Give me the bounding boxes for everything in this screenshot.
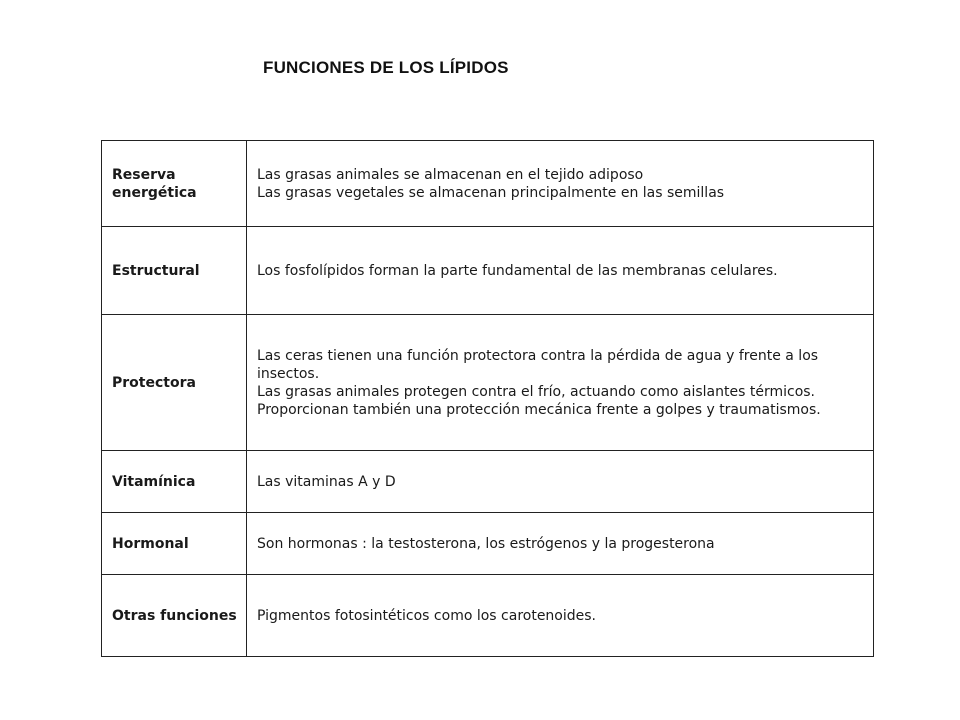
function-description [247,513,874,575]
function-label: Reserva energética [102,141,247,227]
function-label: Hormonal [102,513,247,575]
function-label: Estructural [102,227,247,315]
function-label: Vitamínica [102,451,247,513]
page-title: FUNCIONES DE LOS LÍPIDOS [263,58,509,77]
description-line: Las grasas animales protegen contra el frío, actuando como aislantes térmicos. Proporcionan también una protección mecánica frente a golpes y traumatismos. [257,383,821,418]
description-line: Las vitaminas A y D [257,473,396,490]
function-description [247,575,874,657]
functions-table [101,140,874,657]
table-row [102,227,874,315]
description-line: Las grasas vegetales se almacenan principalmente en las semillas [257,184,725,201]
description-line: Las ceras tienen una función protectora contra la pérdida de agua y frente a los insectos. [257,347,819,382]
function-description [247,141,874,227]
table-row [102,513,874,575]
description-line: Las grasas animales se almacenan en el tejido adiposo [257,166,644,183]
table-row [102,315,874,451]
description-line: Pigmentos fotosintéticos como los carotenoides. [257,607,597,624]
function-description [247,315,874,451]
table-row [102,575,874,657]
function-description [247,227,874,315]
function-label: Otras funciones [102,575,247,657]
description-line: Los fosfolípidos forman la parte fundamental de las membranas celulares. [257,262,778,279]
function-label: Protectora [102,315,247,451]
function-description [247,451,874,513]
table-row [102,141,874,227]
description-line: Son hormonas : la testosterona, los estrógenos y la progesterona [257,535,715,552]
table-row [102,451,874,513]
